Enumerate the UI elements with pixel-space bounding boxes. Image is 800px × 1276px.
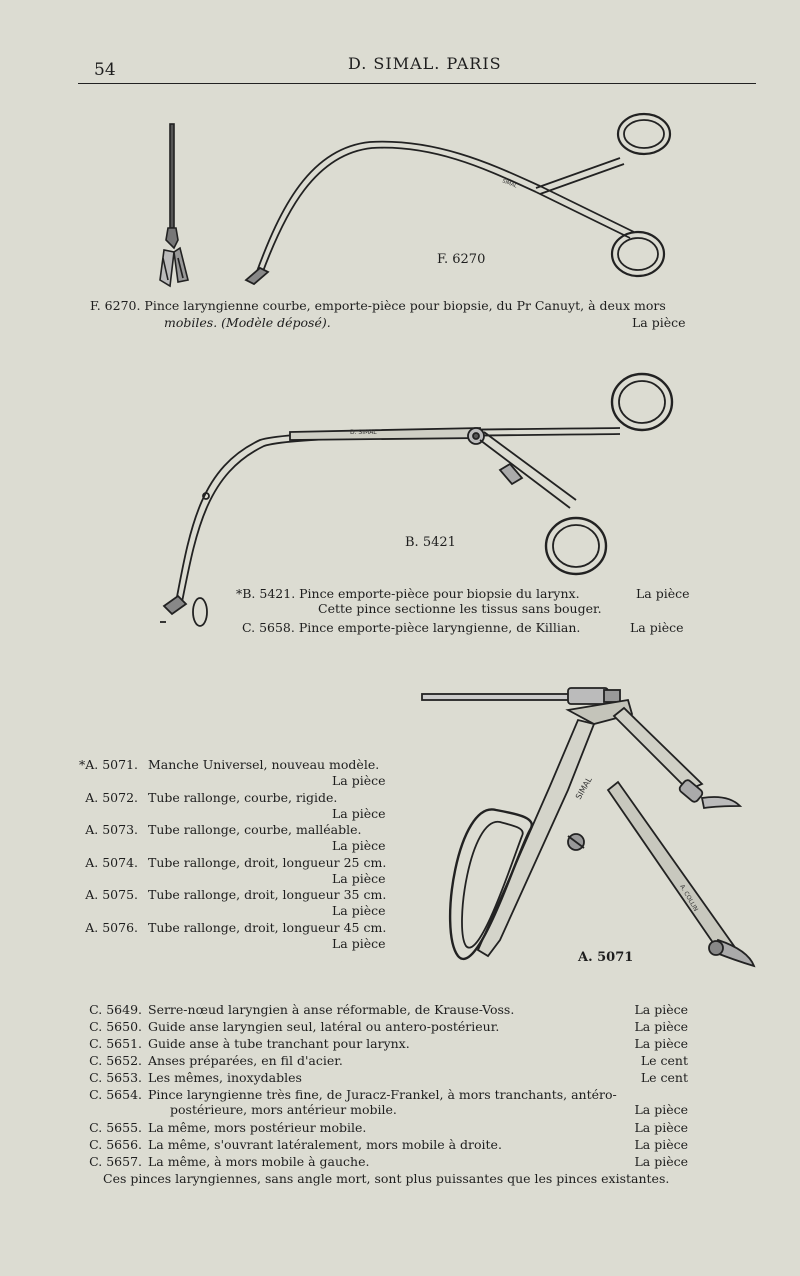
c-item-desc: Serre-nœud laryngien à anse réformable, de Krause-Voss. bbox=[148, 1002, 515, 1017]
c-item-desc: La même, mors postérieur mobile. bbox=[148, 1120, 367, 1135]
c-item-desc: Anses préparées, en fil d'acier. bbox=[148, 1053, 343, 1068]
a-item-price: La pièce bbox=[332, 806, 386, 821]
a-item bbox=[72, 822, 392, 853]
a-item-desc: Tube rallonge, droit, longueur 45 cm. bbox=[147, 920, 387, 935]
c5658-price: La pièce bbox=[630, 620, 684, 635]
a-item-price: La pièce bbox=[332, 838, 386, 853]
c-item-code: C. 5650. bbox=[89, 1019, 142, 1034]
a5071-figure-label: A. 5071 bbox=[578, 950, 634, 965]
a-item-code: A. 5075. bbox=[85, 887, 138, 902]
c-item bbox=[74, 1069, 694, 1086]
a-item-code: A. 5076. bbox=[85, 920, 138, 935]
c-item-desc: La même, à mors mobile à gauche. bbox=[148, 1154, 370, 1169]
c-item-code: C. 5652. bbox=[89, 1053, 142, 1068]
c-item-price: La pièce bbox=[634, 1154, 688, 1169]
f6270-engraving: SIMAL bbox=[501, 178, 518, 190]
f6270-caption-line1: F. 6270. Pince laryngienne courbe, emporte-pièce pour biopsie, du Pr Canuyt, à deux mors bbox=[90, 298, 666, 313]
c-item-code: C. 5656. bbox=[89, 1137, 142, 1152]
footer-note: Ces pinces laryngiennes, sans angle mort, sont plus puissantes que les pinces existantes. bbox=[103, 1171, 670, 1186]
page-number: 54 bbox=[94, 60, 116, 80]
a-item-price: La pièce bbox=[332, 936, 386, 951]
c-item bbox=[74, 1153, 694, 1170]
c-item-code: C. 5651. bbox=[89, 1036, 142, 1051]
a-item-code: A. 5072. bbox=[85, 790, 138, 805]
c-item-price: La pièce bbox=[634, 1002, 688, 1017]
a-item-code: *A. 5071. bbox=[78, 757, 138, 772]
a-item bbox=[72, 790, 392, 821]
f6270-figure-label: F. 6270 bbox=[437, 252, 486, 267]
a-item bbox=[72, 757, 392, 788]
c-item bbox=[74, 1018, 694, 1035]
a-item-price: La pièce bbox=[332, 773, 386, 788]
b5421-caption-line2: Cette pince sectionne les tissus sans bouger. bbox=[318, 601, 602, 616]
c-item-desc: postérieure, mors antérieur mobile. bbox=[170, 1102, 397, 1117]
a5071-handle-illustration bbox=[418, 680, 768, 980]
a-item bbox=[72, 920, 392, 951]
a-item-code: A. 5073. bbox=[85, 822, 138, 837]
c-item-code: C. 5657. bbox=[89, 1154, 142, 1169]
c-item bbox=[74, 1001, 694, 1018]
c-item-desc: Les mêmes, inoxydables bbox=[148, 1070, 302, 1085]
c-item bbox=[74, 1136, 694, 1153]
a-item-price: La pièce bbox=[332, 871, 386, 886]
c5658-caption: C. 5658. Pince emporte-pièce laryngienne, de Killian. bbox=[242, 620, 581, 635]
c-item-code: C. 5654. bbox=[89, 1087, 142, 1102]
c-item-price: La pièce bbox=[634, 1019, 688, 1034]
f6270-jaw-detail-illustration bbox=[150, 120, 210, 295]
a-item-desc: Manche Universel, nouveau modèle. bbox=[147, 757, 380, 772]
b5421-price: La pièce bbox=[636, 586, 690, 601]
running-title: D. SIMAL. PARIS bbox=[348, 54, 502, 73]
c-item-price: Le cent bbox=[640, 1070, 688, 1085]
c-item-desc: La même, s'ouvrant latéralement, mors mobile à droite. bbox=[148, 1137, 502, 1152]
a5071-side-engraving: A. COLLIN bbox=[678, 883, 700, 913]
c-item-price: La pièce bbox=[634, 1120, 688, 1135]
c-item-price: La pièce bbox=[634, 1102, 688, 1117]
c-item bbox=[74, 1052, 694, 1069]
a5071-handle-engraving: SIMAL bbox=[573, 775, 594, 801]
c-item-desc: Pince laryngienne très fine, de Juracz-Frankel, à mors tranchants, antéro- bbox=[148, 1087, 617, 1102]
a-item-desc: Tube rallonge, courbe, rigide. bbox=[147, 790, 338, 805]
a-item-price: La pièce bbox=[332, 903, 386, 918]
c-item-price: Le cent bbox=[640, 1053, 688, 1068]
c-item-price: La pièce bbox=[634, 1036, 688, 1051]
a-item-code: A. 5074. bbox=[85, 855, 138, 870]
a-item bbox=[72, 855, 392, 886]
c-item-desc: Guide anse laryngien seul, latéral ou antero-postérieur. bbox=[148, 1019, 500, 1034]
c-item-price: La pièce bbox=[634, 1137, 688, 1152]
b5421-engraving: D. SIMAL bbox=[350, 429, 377, 436]
c-item-code: C. 5649. bbox=[89, 1002, 142, 1017]
c-item bbox=[74, 1119, 694, 1136]
a-item-desc: Tube rallonge, droit, longueur 25 cm. bbox=[147, 855, 387, 870]
c-item bbox=[74, 1035, 694, 1052]
f6270-caption-line2: mobiles. (Modèle déposé). bbox=[164, 315, 331, 330]
a-item-desc: Tube rallonge, courbe, malléable. bbox=[147, 822, 362, 837]
a-item-desc: Tube rallonge, droit, longueur 35 cm. bbox=[147, 887, 387, 902]
c-item-code: C. 5653. bbox=[89, 1070, 142, 1085]
c-item bbox=[74, 1101, 694, 1118]
header-rule bbox=[78, 83, 756, 84]
f6270-price: La pièce bbox=[632, 315, 686, 330]
b5421-figure-label: B. 5421 bbox=[405, 535, 456, 550]
b5421-caption-line1: *B. 5421. Pince emporte-pièce pour biopsie du larynx. bbox=[236, 586, 580, 601]
a-item bbox=[72, 887, 392, 918]
c-item-desc: Guide anse à tube tranchant pour larynx. bbox=[148, 1036, 410, 1051]
c-item-code: C. 5655. bbox=[89, 1120, 142, 1135]
